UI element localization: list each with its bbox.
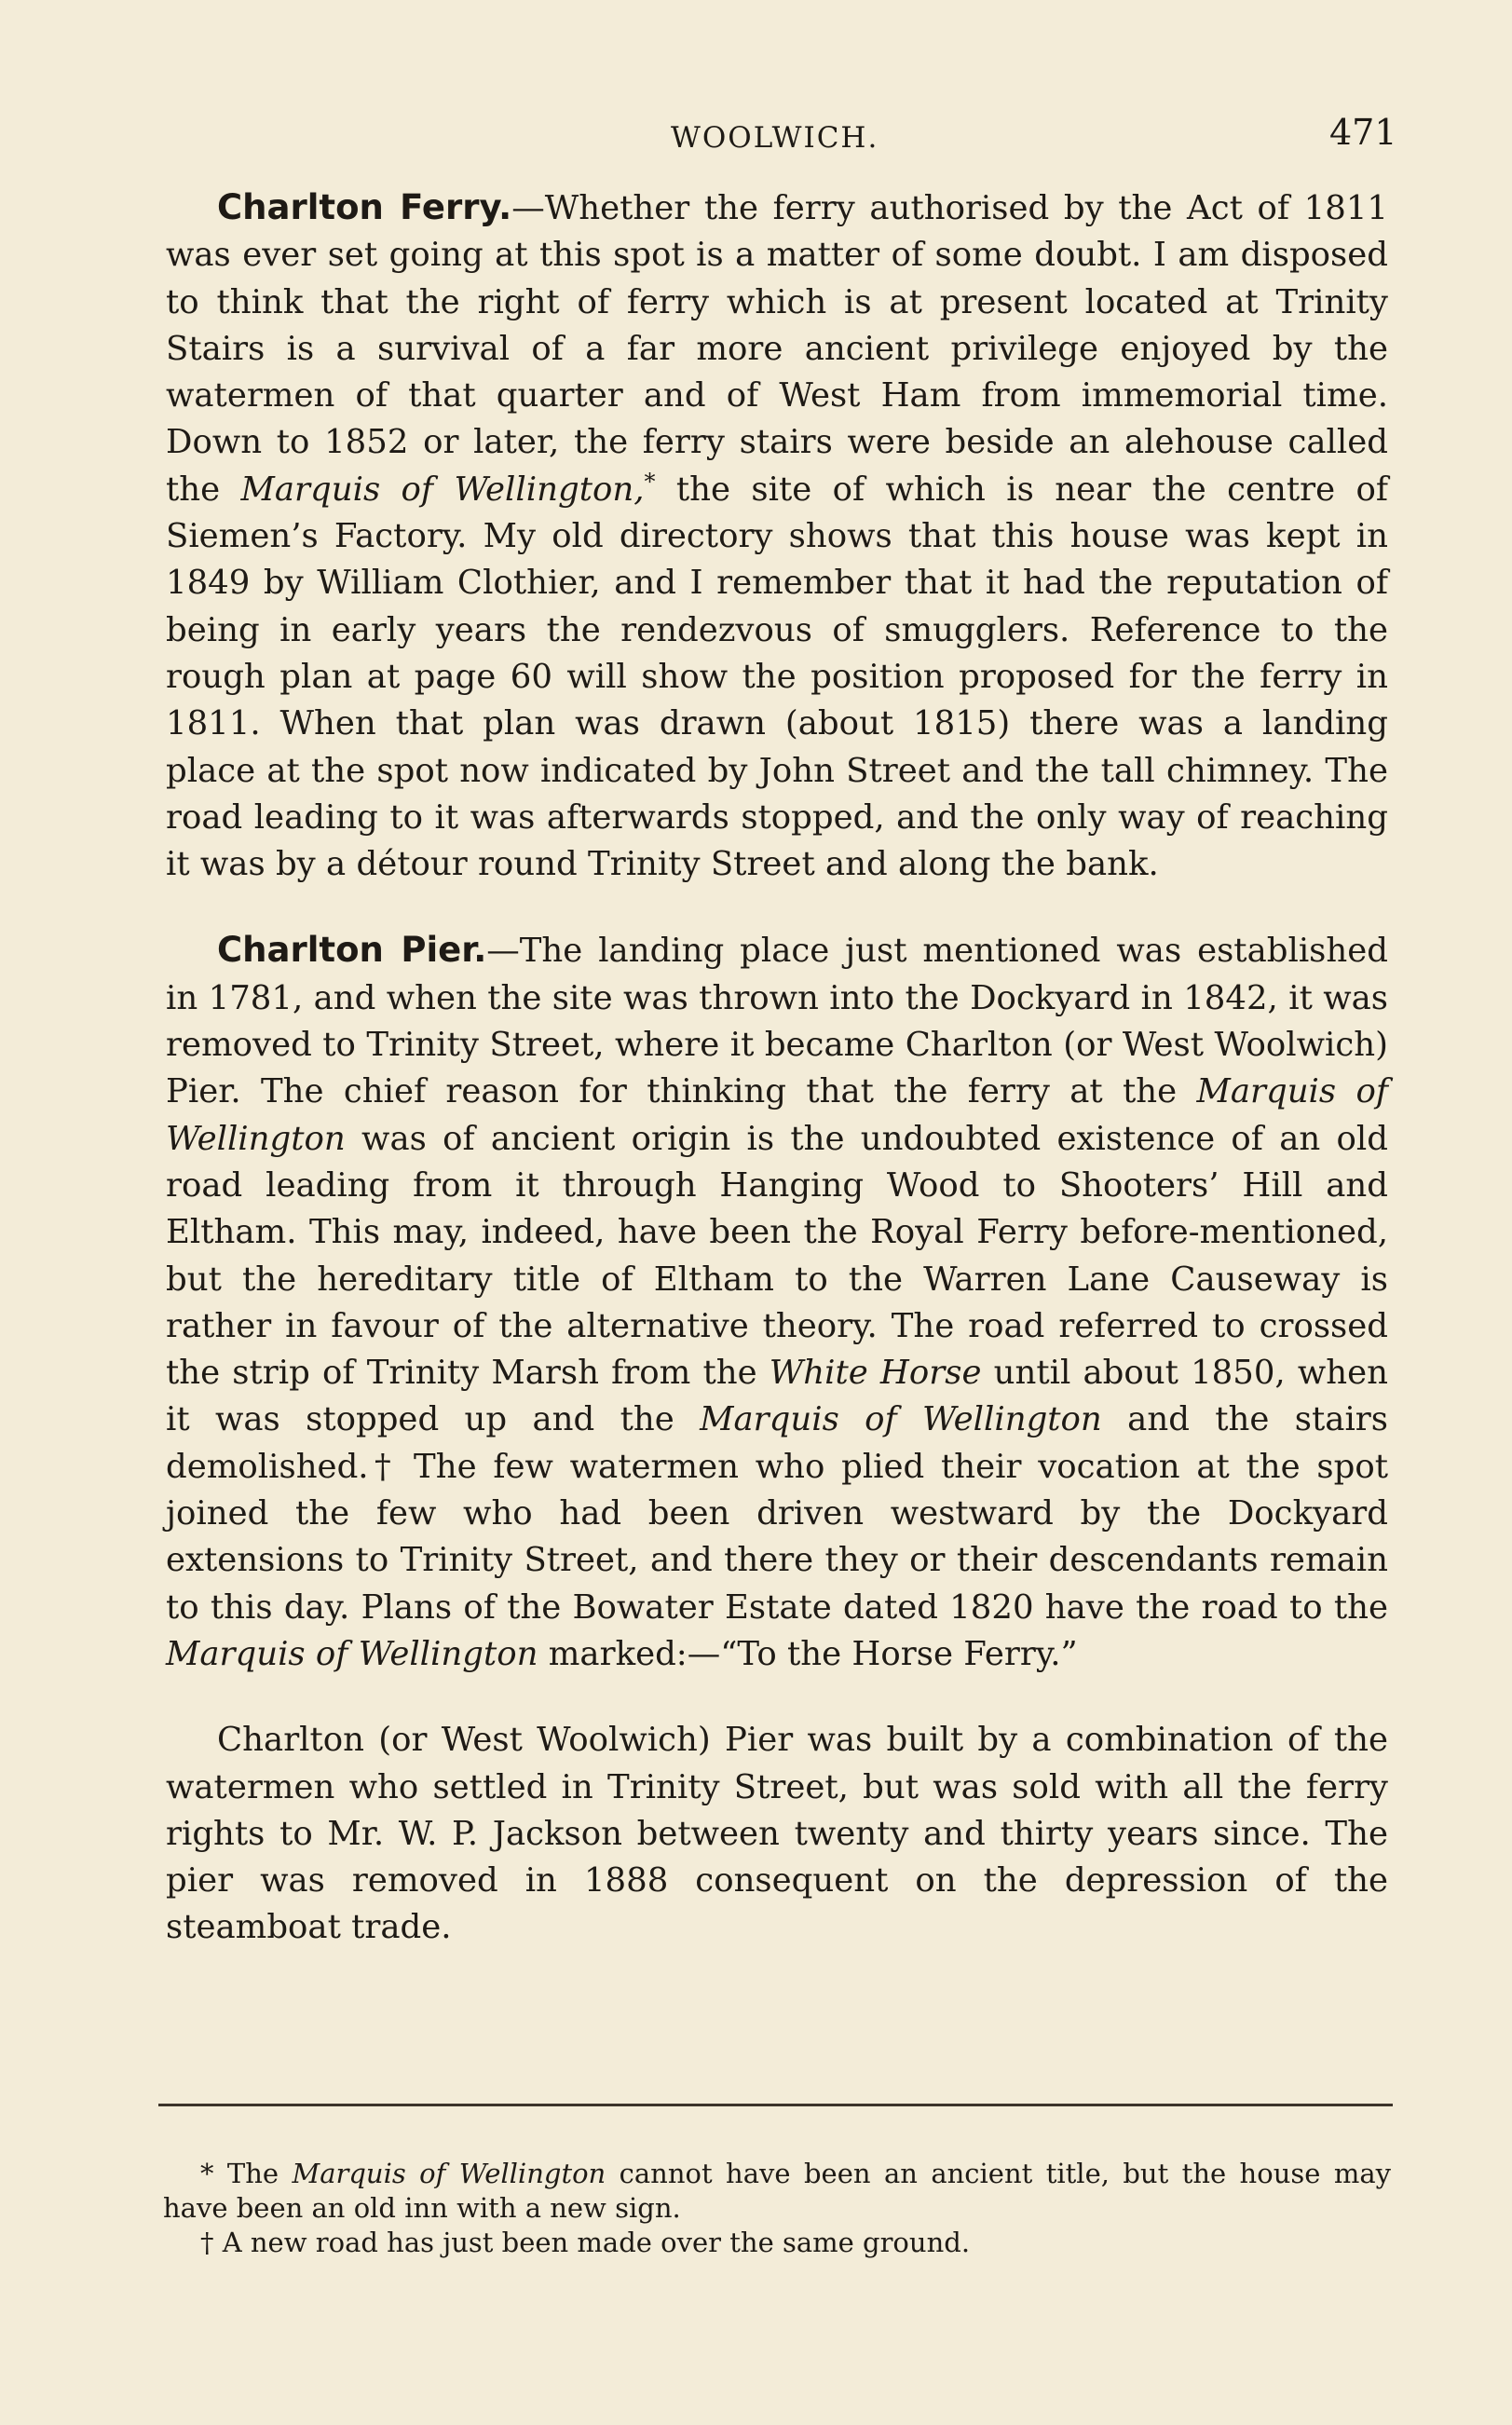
footnotes [163,2157,1391,2260]
footnote-mark: * [200,2158,214,2189]
paragraph-text: the site of which is near the centre of Siemen’s Factory. My old directory shows that this house was kept in 1849 by William Clothier, and I remember that it had the reputation of being in early years the rendezvous of smugglers. Reference to the rough plan at page 60 will show the position proposed for the ferry in 1811. When that plan was drawn (about 1815) there was a landing place at the spot now indicated by John Street and the tall chimney. The road leading to it was afterwards stopped, and the only way of reaching it was by a détour round Trinity Street and along the bank. [166,470,1389,884]
page-number: 471 [1329,112,1397,153]
footnote-text: cannot have been an ancient title, but the house may have been an old inn with a new sign. [163,2158,1392,2224]
paragraph-text: The few watermen who plied their vocation at the spot joined the few who had been driven westward by the Dockyard extensions to Trinity Street, and there they or their descendants remain to this day. Plans of the Bowater Estate dated 1820 have the road to the [166,1447,1388,1627]
italic-name: Marquis of Wellington, [240,470,645,509]
footnote-mark: * [644,468,656,495]
running-title: WOOLWICH. [671,121,879,155]
footnote-mark: † [368,1447,398,1486]
section-heading-charlton-ferry: Charlton Ferry. [217,187,512,227]
italic-name: Marquis of Wellington [292,2158,606,2189]
italic-name: Marquis of Wellington [166,1634,538,1673]
italic-name: White Horse [769,1354,982,1393]
italic-name: Marquis of Wellington [700,1400,1102,1439]
paragraph-pier-history: Charlton (or West Woolwich) Pier was built by a combination of the watermen who settled in Trinity Street, but was sold with all the ferry rights to Mr. W. P. Jackson between twenty and thirty years since. The pier was removed in 1888 consequent on the depression of the steamboat trade. [166,1721,1388,1947]
footnote-1 [163,2157,1391,2226]
paragraph-text: and the stairs demolished. [166,1400,1388,1486]
section-heading-charlton-pier: Charlton Pier. [217,930,487,971]
paragraph-text: —The landing place just mentioned was established in 1781, and when the site was thrown into the Dockyard in 1842, it was removed to Trinity Street, where it became Charlton (or West Woolwich) Pier. The chief reason for thinking that the ferry at the [166,932,1388,1111]
running-head [0,112,1512,168]
paragraph-charlton-ferry [166,184,1388,888]
paragraph-text: marked:—“To the Horse Ferry.” [538,1634,1078,1673]
footnote-mark: † [200,2227,214,2258]
footnote-2 [163,2226,1391,2260]
paragraph-text: was of ancient origin is the undoubted existence of an old road leading from it through Hanging Wood to Shooters’ Hill and Eltham. This may, indeed, have been the Royal Ferry before-mentioned, but the hereditary title of Eltham to the Warren Lane Causeway is rather in favour of the alternative theory. The road referred to crossed the strip of Trinity Marsh from the [166,1119,1388,1393]
italic-name: Marquis of Wellington [166,1072,1388,1158]
body-text [166,184,1388,1952]
footnote-rule [158,2104,1393,2106]
footnote-text: A new road has just been made over the same ground. [213,2227,971,2258]
paragraph-text: until about 1850, when it was stopped up and the [166,1354,1389,1439]
paragraph-charlton-pier [166,927,1388,1678]
paragraph-text: —Whether the ferry authorised by the Act of 1811 was ever set going at this spot is a matter of some doubt. I am disposed to think that the right of ferry which is at present located at Trinity Stairs is a survival of a far more ancient privilege enjoyed by the watermen of that quarter and of West Ham from immemorial time. Down to 1852 or later, the ferry stairs were beside an alehouse called the [166,189,1388,509]
footnote-text: The [213,2158,293,2189]
